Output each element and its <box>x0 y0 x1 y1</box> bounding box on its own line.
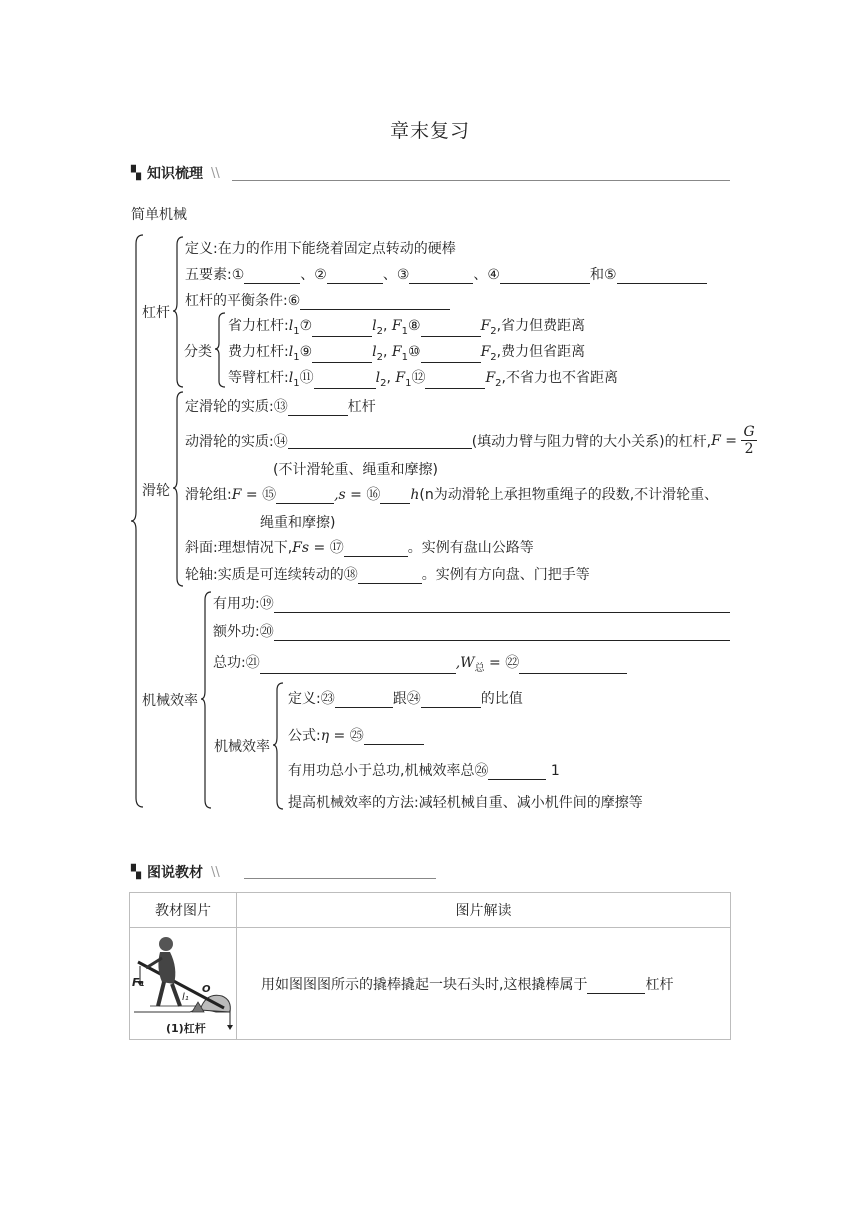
section-header-knowledge <box>131 163 220 183</box>
lever-label: 杠杆 <box>142 305 170 321</box>
lever-classification-label: 分类 <box>184 344 212 360</box>
blank-15-number: ⑮ <box>262 487 277 503</box>
extra-work-line: 额外功:⑳ <box>213 621 730 641</box>
blank-11 <box>314 372 376 389</box>
total-work-line: 总功:㉑ $,W_总$ = ㉒ <box>213 652 627 674</box>
blank-3 <box>409 267 473 284</box>
blank-5 <box>617 267 707 284</box>
section-tail-icon: \\ <box>211 864 220 880</box>
blank-24-number: ㉔ <box>406 691 421 707</box>
blank-25 <box>364 728 424 745</box>
section-mark-icon: ▚ <box>131 864 141 880</box>
blank-2 <box>327 267 383 284</box>
efficiency-always-line: 有用功总小于总功,机械效率总㉖ 1 <box>288 760 560 780</box>
blank-24 <box>421 691 481 708</box>
blank-16 <box>380 487 410 504</box>
blank-26 <box>488 763 546 780</box>
section-header-figures <box>131 862 220 882</box>
blank-14-number: ⑭ <box>273 433 288 450</box>
blank-14 <box>288 432 472 449</box>
section-divider <box>232 180 730 181</box>
figure-label-o: O <box>202 984 211 995</box>
section-heading: 知识梳理 <box>147 166 203 182</box>
blank-17-number: ⑰ <box>329 540 344 556</box>
figure-reading-blank <box>587 977 645 994</box>
pulley-label: 滑轮 <box>142 483 170 499</box>
blank-20 <box>274 624 730 641</box>
blank-25-number: ㉕ <box>349 728 364 744</box>
blank-19-number: ⑲ <box>259 596 274 612</box>
fraction-g-over-2: $\frac{G}{2}$ <box>743 424 755 457</box>
section-heading: 图说教材 <box>147 865 203 881</box>
blank-7 <box>312 320 372 337</box>
figure-table <box>129 892 731 1040</box>
movable-pulley-line: 动滑轮的实质: ⑭ (填动力臂与阻力臂的大小关系)的杠杆, F = $\frac{G}{2}$ <box>185 424 755 457</box>
blank-22 <box>519 657 627 674</box>
efficiency-sub-label: 机械效率 <box>214 739 270 755</box>
blank-20-number: ⑳ <box>259 624 274 640</box>
efficiency-label: 机械效率 <box>142 693 198 709</box>
figure-label-l1: l₁ <box>182 992 189 1003</box>
figure-label-f1: F₁ <box>132 976 145 989</box>
section-divider <box>244 878 436 879</box>
blank-8 <box>421 320 481 337</box>
lever-type-row: 费力杠杆$:l_1⑨$ $l_2$, $F_1⑩$ $F_2$,费力但省距离 <box>228 344 586 363</box>
blank-26-number: ㉖ <box>474 763 489 779</box>
lever-type-row: 等臂杠杆$:l_1⑪$ $l_2$, $F_1⑫$ $F_2$,不省力也不省距离 <box>228 370 618 389</box>
movable-pulley-note: (不计滑轮重、绳重和摩擦) <box>273 462 438 478</box>
blank-6 <box>300 293 450 310</box>
efficiency-formula-line: 公式:η = ㉕ <box>288 725 424 745</box>
blank-18 <box>358 567 422 584</box>
blank-3-number: ③ <box>396 267 410 283</box>
section-tail-icon: \\ <box>211 165 220 181</box>
section-mark-icon: ▚ <box>131 165 141 181</box>
lever-type-brace <box>214 312 226 388</box>
pulley-brace <box>172 391 184 587</box>
efficiency-sub-brace <box>272 682 284 810</box>
efficiency-improve-line: 提高机械效率的方法:减轻机械自重、减小机件间的摩擦等 <box>288 795 643 811</box>
blank-4-number: ④ <box>487 267 500 283</box>
blank-9 <box>312 346 372 363</box>
figure-reading-text: 用如图图图所示的撬棒撬起一块石头时,这根撬棒属于 <box>261 976 588 993</box>
wheel-axle-line: 轮轴:实质是可连续转动的⑱ 。实例有方向盘、门把手等 <box>185 564 590 584</box>
blank-18-number: ⑱ <box>343 567 358 583</box>
blank-17 <box>344 540 408 557</box>
blank-19 <box>274 596 730 613</box>
efficiency-brace <box>200 591 212 809</box>
incline-line: 斜面:理想情况下,Fs = ⑰ 。实例有盘山公路等 <box>185 537 534 557</box>
blank-12 <box>425 372 485 389</box>
blank-23 <box>335 691 393 708</box>
lever-brace <box>172 236 184 388</box>
figure-reading-cell: 用如图图图所示的撬棒撬起一块石头时,这根撬棒属于 杠杆 <box>237 928 731 1040</box>
blank-10 <box>421 346 481 363</box>
blank-1-number: ① <box>231 267 245 283</box>
blank-4 <box>500 267 590 284</box>
blank-21 <box>260 657 456 674</box>
lever-definition: 定义:在力的作用下能绕着固定点转动的硬棒 <box>185 241 456 257</box>
pulley-block-line: 滑轮组:F = ⑮ ,s = ⑯ h(n为动滑轮上承担物重绳子的段数,不计滑轮重、 <box>185 484 718 504</box>
blank-1 <box>244 267 300 284</box>
pulley-block-note: 绳重和摩擦) <box>260 515 336 531</box>
figure-caption: (1)杠杆 <box>166 1022 206 1035</box>
page-title: 章末复习 <box>389 120 470 142</box>
blank-16-number: ⑯ <box>366 487 381 503</box>
blank-5-number: ⑤ <box>603 267 617 283</box>
blank-21-number: ㉑ <box>245 655 260 671</box>
blank-15 <box>276 487 334 504</box>
table-header-cell: 教材图片 <box>130 893 237 928</box>
useful-work-line: 有用功:⑲ <box>213 593 730 613</box>
blank-13-number: ⑬ <box>273 399 288 415</box>
table-header-cell: 图片解读 <box>237 893 731 928</box>
blank-23-number: ㉓ <box>320 691 335 707</box>
lever-type-row: 省力杠杆$:l_1⑦$ $l_2$, $F_1⑧$ $F_2$,省力但费距离 <box>228 318 586 337</box>
lever-five-elements: 五要素:① 、② 、③ 、④ 和⑤ <box>185 264 707 284</box>
blank-13 <box>288 399 348 416</box>
blank-2-number: ② <box>314 267 327 283</box>
topic-label: 简单机械 <box>131 207 187 223</box>
efficiency-definition-line: 定义:㉓ 跟㉔ 的比值 <box>288 688 523 708</box>
fixed-pulley-line: 定滑轮的实质:⑬ 杠杆 <box>185 396 376 416</box>
blank-6-number: ⑥ <box>287 293 301 309</box>
figure-cell <box>130 928 237 1040</box>
lever-balance: 杠杆的平衡条件:⑥ <box>185 290 450 310</box>
blank-22-number: ㉒ <box>505 655 520 671</box>
